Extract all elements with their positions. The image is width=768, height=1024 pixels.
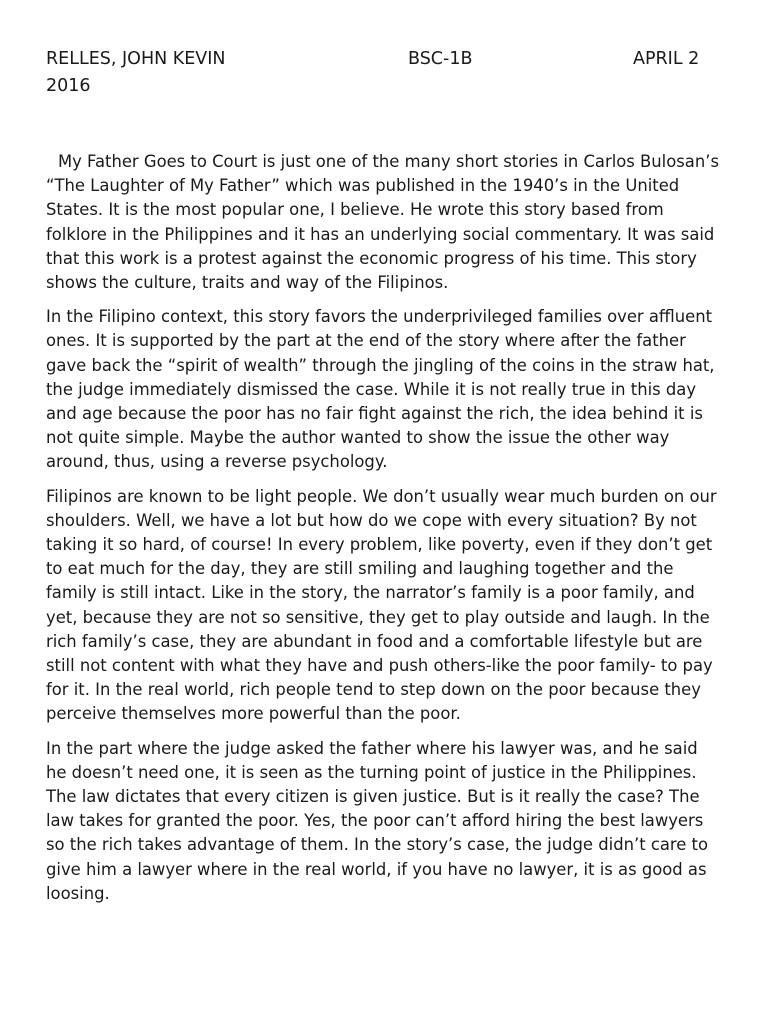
document-header <box>46 46 726 100</box>
date-year: 2016 <box>46 76 91 96</box>
essay-paragraph-1: My Father Goes to Court is just one of the many short stories in Carlos Bulosan’s “The Laughter of My Father” which was published in the 1940’s in the United States. It is the most popular one, I believe. He wrote this story based from folklore in the Philippines and it has an underlying social commentary. It was said that this work is a protest against the economic progress of his time. This story shows the culture, traits and way of the Filipinos. <box>46 152 719 293</box>
course-section: BSC-1B <box>408 49 473 69</box>
essay-body <box>46 150 722 916</box>
essay-paragraph-4: In the part where the judge asked the father where his lawyer was, and he said he doesn’t need one, it is seen as the turning point of justice in the Philippines. The law dictates that every citizen is given justice. But is it really the case? The law takes for granted the poor. Yes, the poor can’t afford hiring the best lawyers so the rich takes advantage of them. In the story’s case, the judge didn’t care to give him a lawyer where in the real world, if you have no lawyer, it is as good as loosing. <box>46 738 709 903</box>
header-row <box>46 46 726 73</box>
essay-paragraph-3: Filipinos are known to be light people. We don’t usually wear much burden on our shoulders. Well, we have a lot but how do we cope with every situation? By not taking it so hard, of course! In every problem, like poverty, even if they don’t get to eat much for the day, they are still smiling and laughing together and the family is still intact. Like in the story, the narrator’s family is a poor family, and yet, because they are not so sensitive, they get to play outside and laugh. In the rich family’s case, they are abundant in food and a comfortable lifestyle but are still not content with what they have and push others-like the poor family- to pay for it. In the real world, rich people tend to step down on the poor because they perceive themselves more powerful than the poor. <box>46 486 717 724</box>
student-name: RELLES, JOHN KEVIN <box>46 49 226 69</box>
essay-paragraph-2: In the Filipino context, this story favors the underprivileged families over affluent ones. It is supported by the part at the end of the story where after the father gave back the “spirit of wealth” through the jingling of the coins in the straw hat, the judge immediately dismissed the case. While it is not really true in this day and age because the poor has no fair fight against the rich, the idea behind it is not quite simple. Maybe the author wanted to show the issue the other way around, thus, using a reverse psychology. <box>46 307 715 472</box>
date-month-day: APRIL 2 <box>633 49 700 69</box>
